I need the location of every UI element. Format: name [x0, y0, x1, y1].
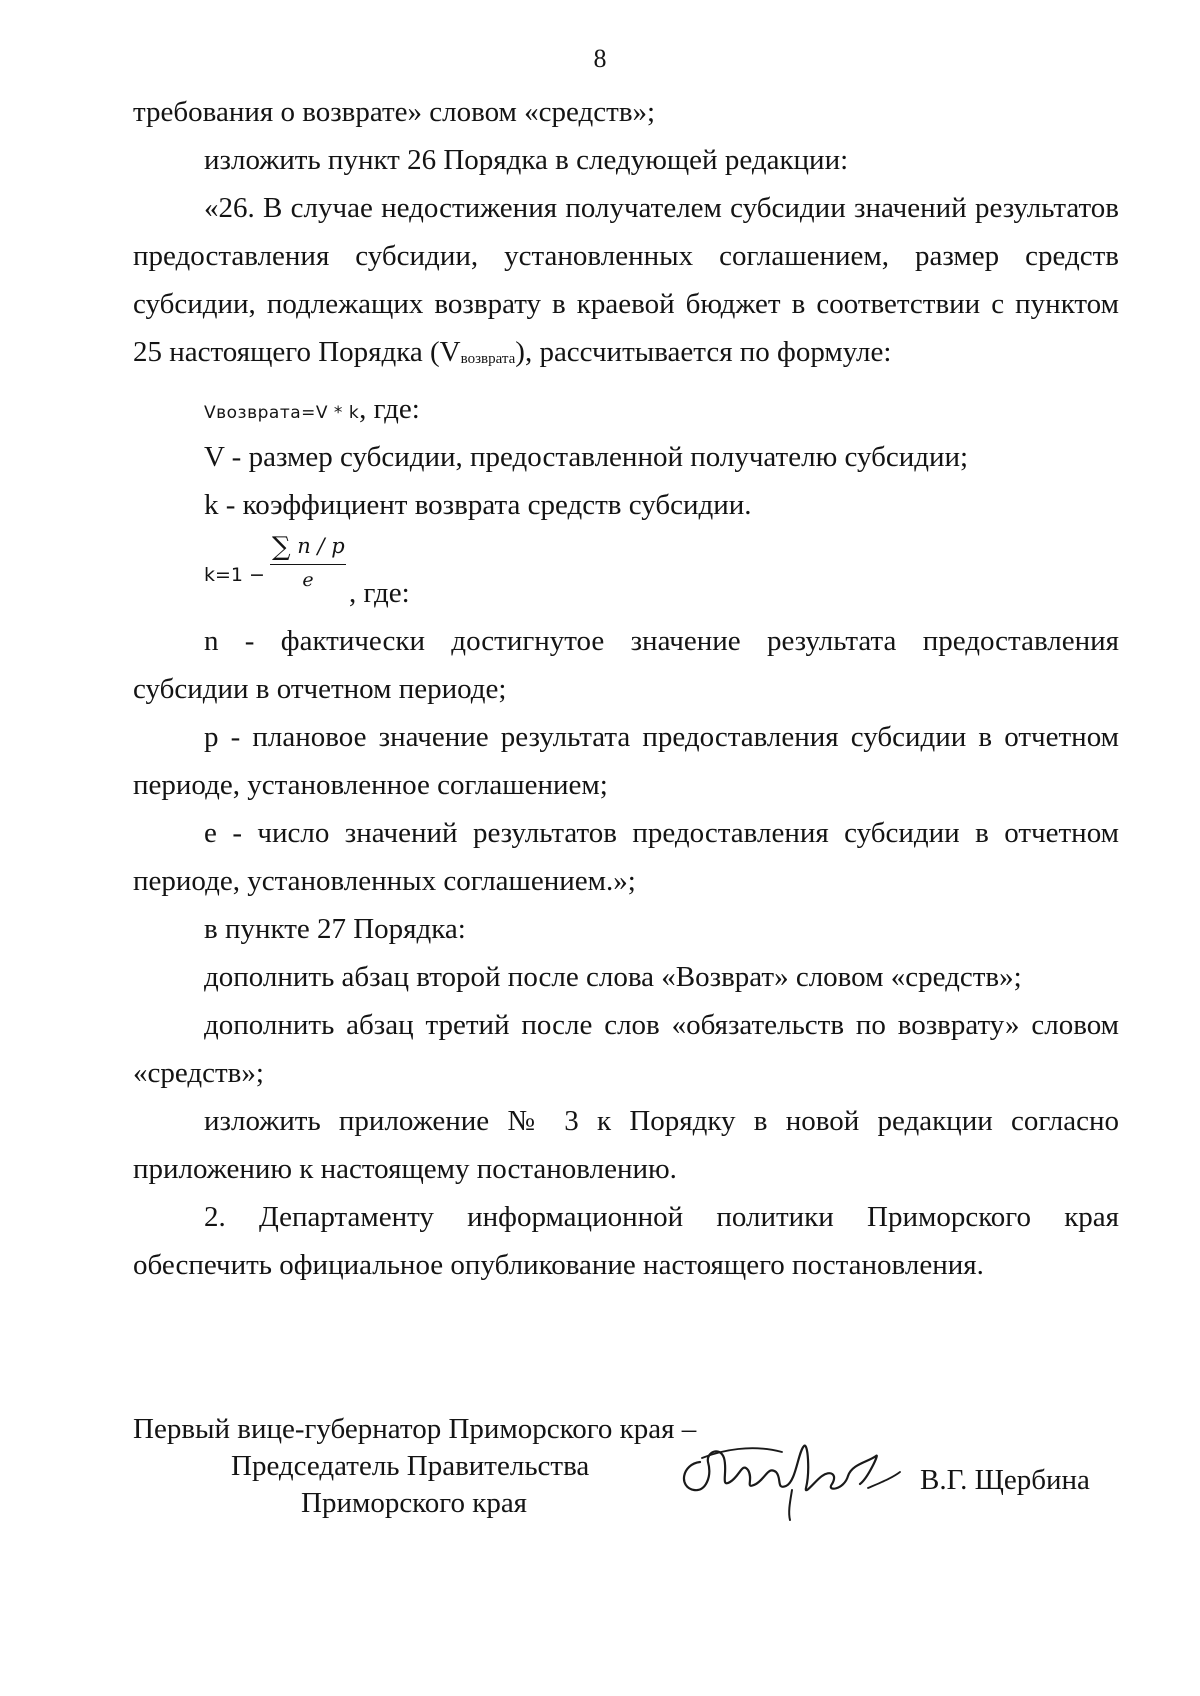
formula-v-expression: Vвозврата=V * k [204, 403, 360, 423]
paragraph-instruction-26: изложить пункт 26 Порядка в следующей редакции: [204, 144, 849, 176]
signer-name: В.Г. Щербина [920, 1464, 1090, 1496]
paragraph-amend-2: дополнить абзац второй после слова «Возврат» словом «средств»; [204, 961, 1022, 993]
formula-k-tail: , где: [349, 577, 410, 609]
clause-26-text: «26. В случае недостижения получателем субсидии значений результатов предоставления субсидии, установленных соглашением, размер средств субсидии, подлежащих возврату в краевой бюджет в соответствии с пунктом 25 настоящего Порядка (V [133, 192, 1119, 368]
paragraph-appendix: изложить приложение № 3 к Порядку в новой редакции согласно приложению к настоящему постановлению. [133, 1105, 1119, 1185]
formula-k-denominator: e [302, 569, 314, 591]
formula-k-fraction [270, 529, 346, 595]
clause-26-tail: ), рассчитывается по формуле: [515, 336, 892, 368]
formula-k-lhs: k=1 − [204, 564, 265, 586]
v-subscript: возврата [460, 351, 516, 367]
formula-v-return [204, 385, 1119, 433]
definition-k: k - коэффициент возврата средств субсидии. [204, 489, 752, 521]
signer-title-line-3: Приморского края [301, 1487, 528, 1519]
formula-k [204, 529, 1119, 617]
definition-e: e - число значений результатов предоставления субсидии в отчетном периоде, установленных соглашением.»; [133, 817, 1119, 897]
document-body [133, 88, 1119, 1289]
paragraph-continuation: требования о возврате» словом «средств»; [133, 96, 656, 128]
page-number: 8 [593, 44, 607, 73]
handwritten-signature [672, 1432, 902, 1522]
signature-title-block [133, 1411, 696, 1522]
signer-title-line-2: Председатель Правительства [231, 1450, 590, 1482]
paragraph-clause-27: в пункте 27 Порядка: [204, 913, 466, 945]
formula-k-numerator [270, 529, 346, 565]
signer-title-line-1: Первый вице-губернатор Приморского края – [133, 1413, 697, 1445]
paragraph-clause-26 [133, 184, 1119, 383]
formula-v-tail: , где: [359, 393, 420, 425]
paragraph-amend-3: дополнить абзац третий после слов «обязательств по возврату» словом «средств»; [133, 1009, 1119, 1089]
sigma-symbol: ∑ [272, 532, 291, 562]
definition-v: V - размер субсидии, предоставленной получателю субсидии; [204, 441, 969, 473]
definition-n: n - фактически достигнутое значение результата предоставления субсидии в отчетном периоде; [133, 625, 1119, 705]
numerator-text: n / p [297, 534, 345, 558]
definition-p: p - плановое значение результата предоставления субсидии в отчетном периоде, установленное соглашением; [133, 721, 1119, 801]
paragraph-item-2: 2. Департаменту информационной политики Приморского края обеспечить официальное опубликование настоящего постановления. [133, 1201, 1119, 1281]
